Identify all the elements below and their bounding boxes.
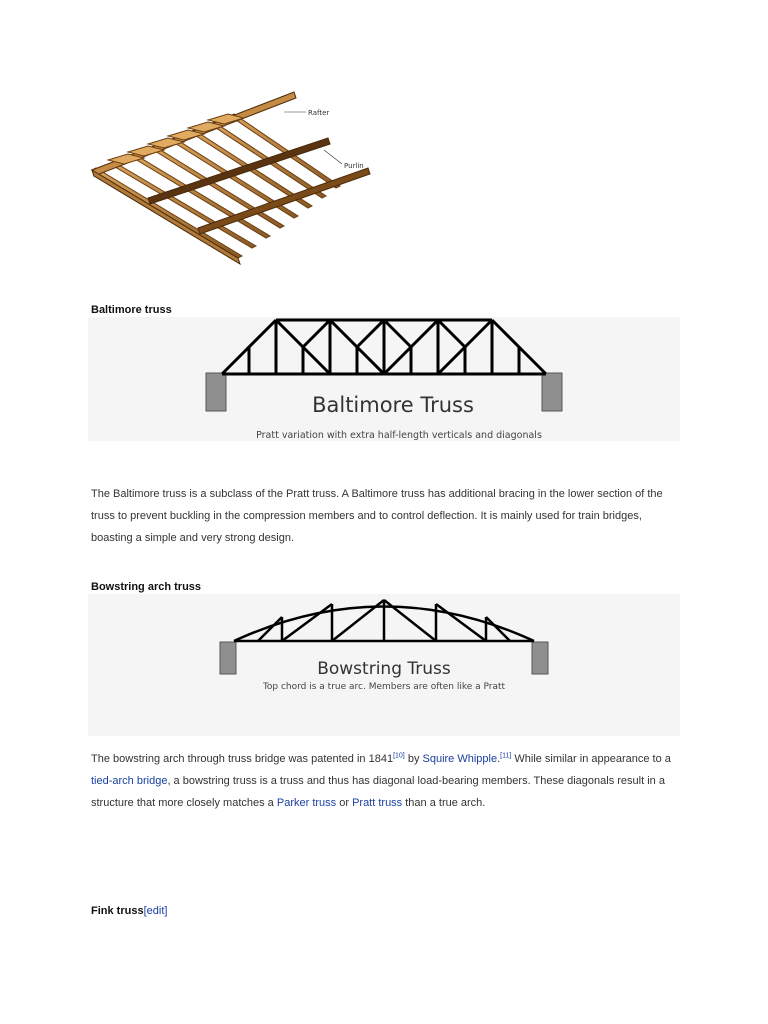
text-run: than a true arch. [402,797,486,809]
bowstring-truss-heading: Bowstring arch truss [91,581,202,593]
edit-link[interactable]: [edit] [143,905,168,917]
baltimore-truss-heading: Baltimore truss [91,304,172,316]
baltimore-truss-members [222,320,546,374]
baltimore-diagram-title: Baltimore Truss [312,393,474,417]
fink-truss-heading [91,905,167,917]
roof-rafter-purlin-illustration [88,88,378,268]
bowstring-truss-svg [88,594,680,736]
text-run: . [497,753,501,765]
baltimore-truss-diagram [88,317,680,441]
left-abutment [220,642,236,674]
text-run: or [336,797,353,809]
purlin-label: Purlin [344,162,364,170]
baltimore-truss-paragraph: The Baltimore truss is a subclass of the Pratt truss. A Baltimore truss has additional bracing in the lower section of the truss to prevent buckling in the compression members and to control deflection. It is mainly used for train bridges, boasting a simple and very strong design. [91,488,663,544]
text-run: , a bowstring truss is a truss and thus has diagonal load-bearing members. These diagonals result in a structure that more closely matches a [91,775,665,809]
bowstring-diagram-caption: Top chord is a true arc. Members are often like a Pratt [262,682,506,692]
fink-truss-title: Fink truss [91,905,144,917]
citation-link[interactable]: [11] [500,752,512,760]
tied-arch-bridge-link[interactable]: tied-arch bridge [91,775,168,787]
bowstring-truss-paragraph [91,748,686,814]
baltimore-diagram-caption: Pratt variation with extra half-length verticals and diagonals [256,430,542,441]
squire-whipple-link[interactable]: Squire Whipple [422,753,498,765]
text-run: While similar in appearance to a [511,753,671,765]
parker-truss-link[interactable]: Parker truss [276,797,337,809]
bowstring-diagram-title: Bowstring Truss [317,659,451,679]
purlin-pointer [324,150,342,164]
rafter-label: Rafter [308,109,330,117]
baltimore-truss-svg [88,317,680,441]
text-run: by [404,753,423,765]
right-abutment [532,642,548,674]
left-abutment [206,373,226,411]
text-run: The bowstring arch through truss bridge was patented in 1841 [91,753,394,765]
citation-link[interactable]: [10] [393,752,405,760]
bowstring-truss-members [234,600,534,641]
bowstring-truss-diagram [88,594,680,736]
pratt-truss-link[interactable]: Pratt truss [352,797,403,809]
right-abutment [542,373,562,411]
rafters [92,114,340,258]
